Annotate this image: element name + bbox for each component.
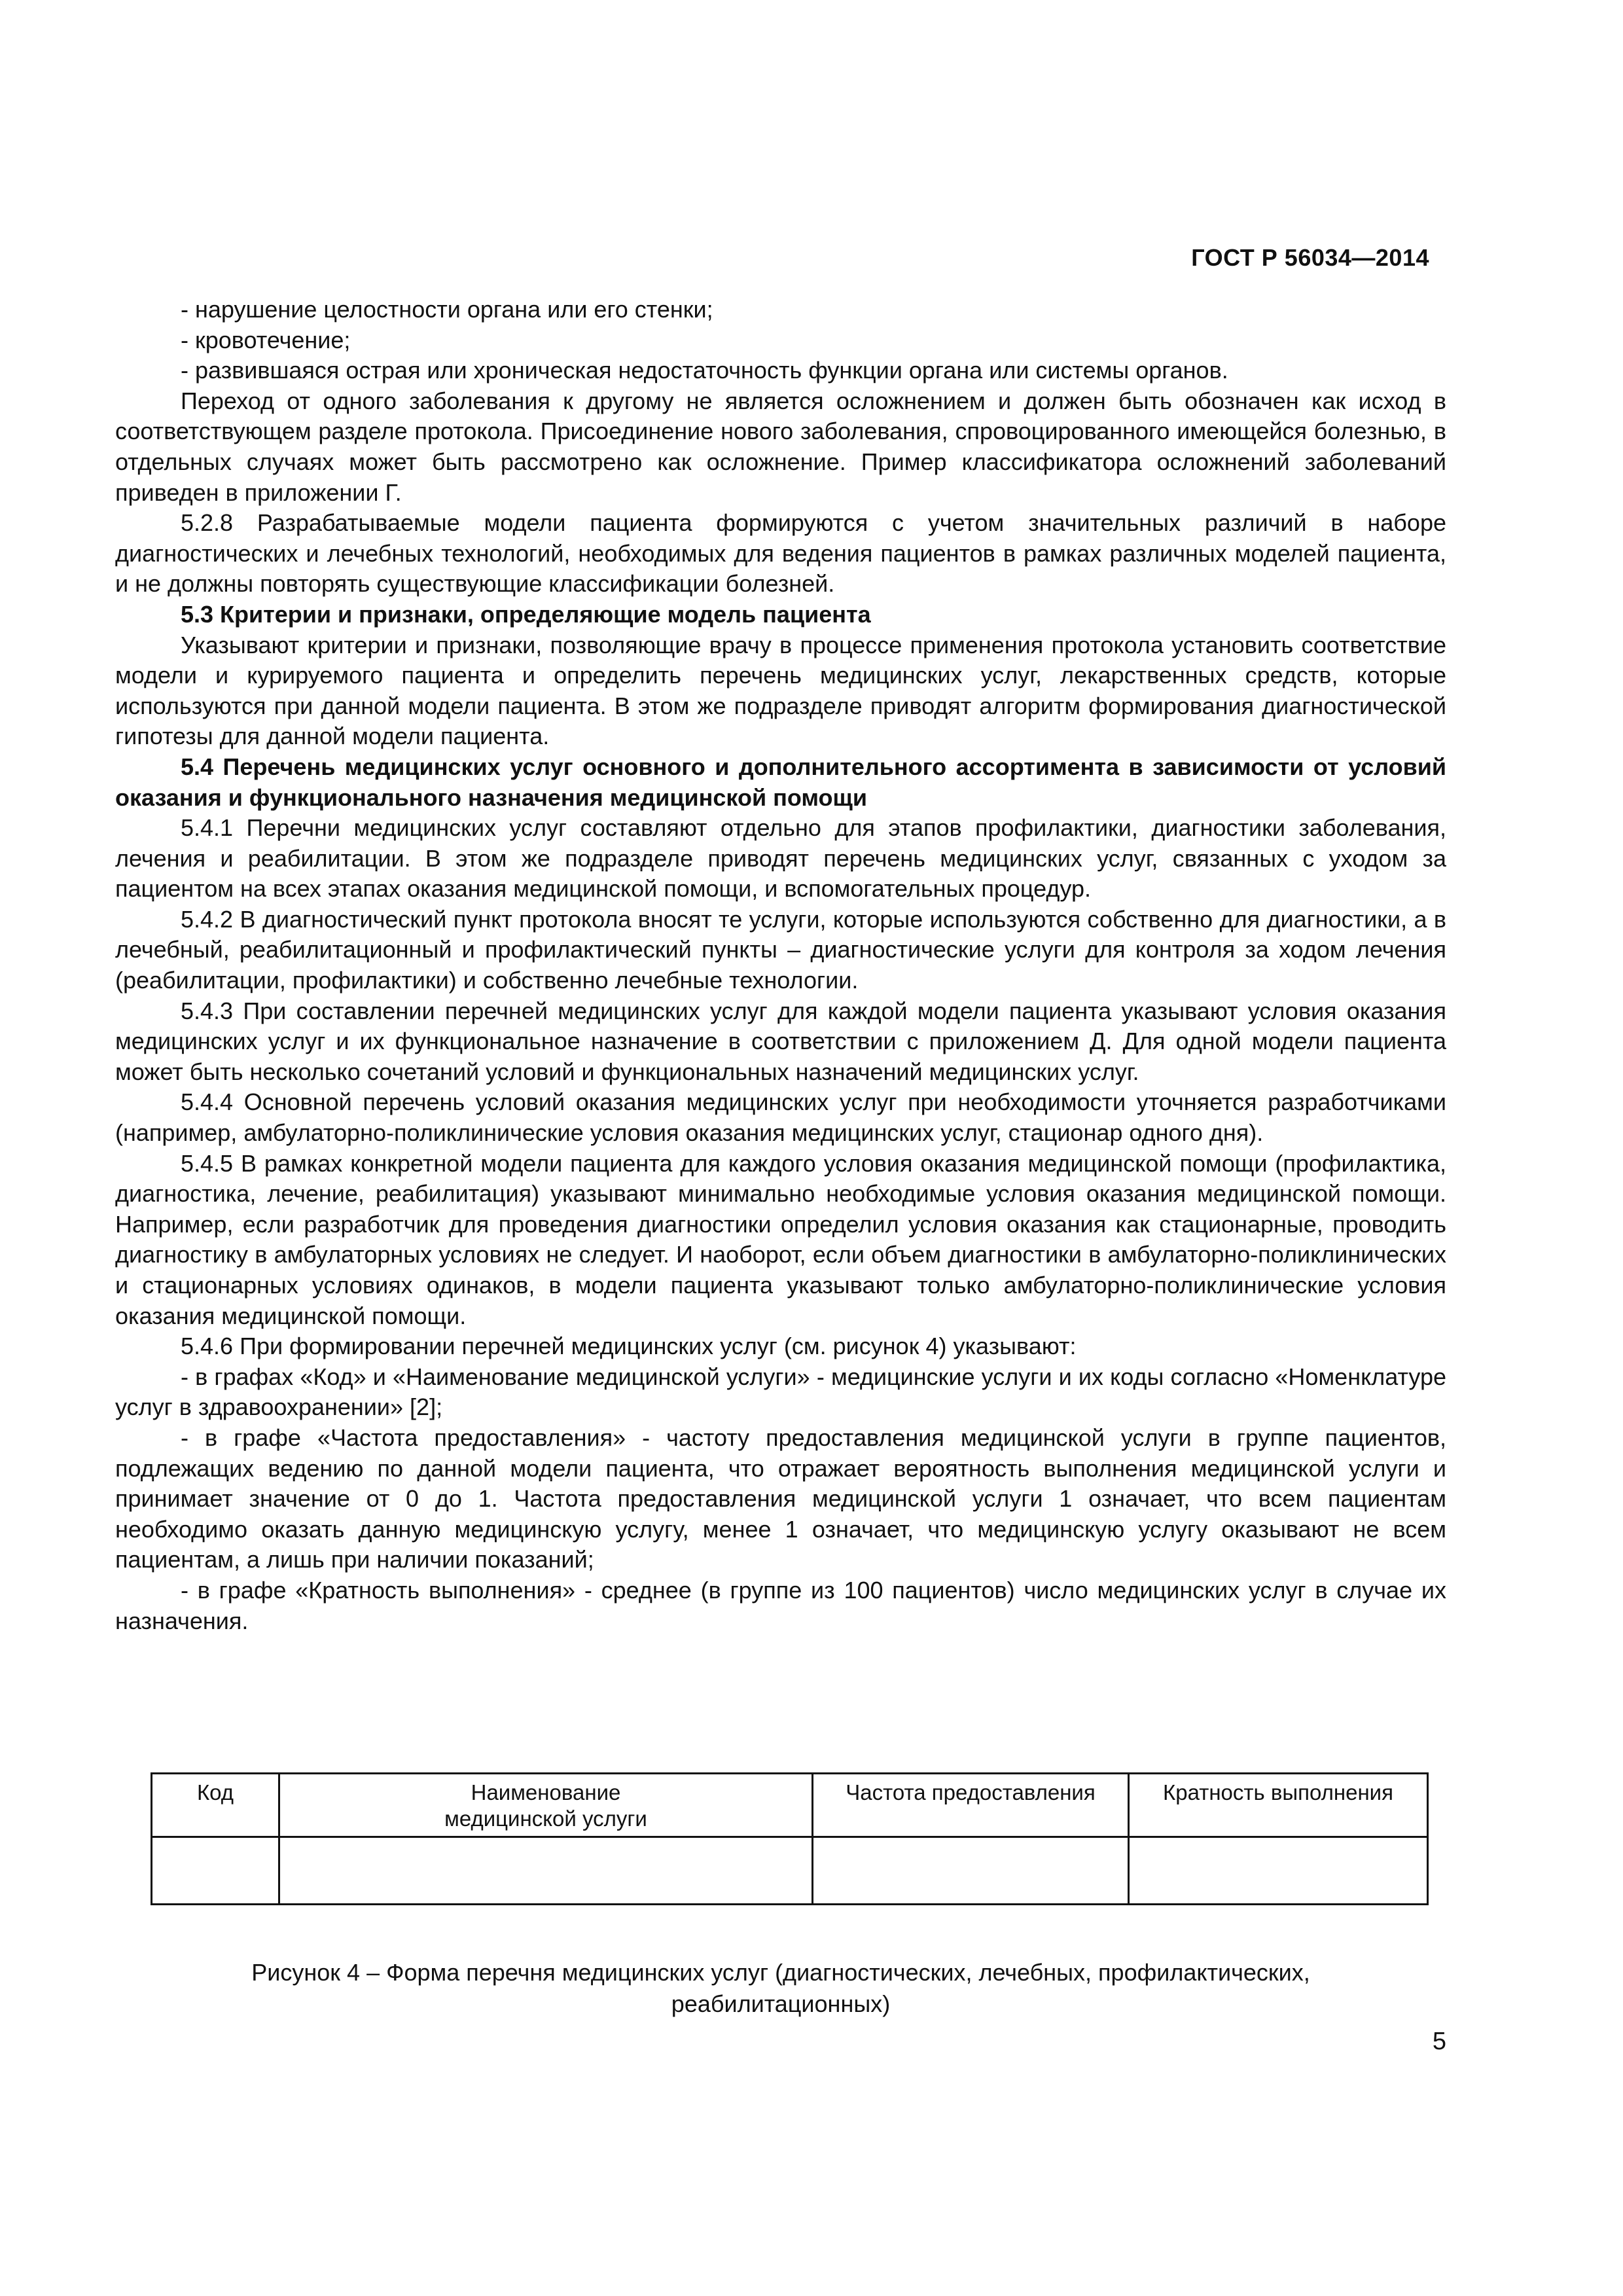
table-header-row xyxy=(152,1774,1428,1837)
figure-caption: Рисунок 4 – Форма перечня медицинских услуг (диагностических, лечебных, профилактических, реабилитационных) xyxy=(251,1959,1310,2017)
column-header-multiplicity: Кратность выполнения xyxy=(1129,1774,1428,1837)
table-cell xyxy=(152,1837,279,1905)
page-number: 5 xyxy=(1432,2028,1446,2055)
paragraph: 5.4.1 Перечни медицинских услуг составляют отдельно для этапов профилактики, диагностики заболевания, лечения и реабилитации. В этом же подразделе приводят перечень медицинских услуг, связанных с уходом за пациентом на всех этапах оказания медицинской помощи, и вспомогательных процедур. xyxy=(115,814,1446,903)
table-cell xyxy=(279,1837,813,1905)
paragraph: - в графе «Частота предоставления» - частоту предоставления медицинской услуги в группе пациентов, подлежащих ведению по данной модели пациента, что отражает вероятность выполнения медицинской услуги и принимает значение от 0 до 1. Частота предоставления медицинской услуги 1 означает, что всем пациентам необходимо оказать данную медицинскую услугу, менее 1 означает, что медицинскую услугу оказывают не всем пациентам, а лишь при наличии показаний; xyxy=(115,1424,1446,1573)
table-row xyxy=(152,1837,1428,1905)
paragraph: - в графе «Кратность выполнения» - среднее (в группе из 100 пациентов) число медицинских услуг в случае их назначения. xyxy=(115,1576,1446,1634)
table-cell xyxy=(1129,1837,1428,1905)
paragraph: 5.4.6 При формировании перечней медицинских услуг (см. рисунок 4) указывают: xyxy=(181,1333,1077,1360)
paragraph: 5.2.8 Разрабатываемые модели пациента формируются с учетом значительных различий в наборе диагностических и лечебных технологий, необходимых для ведения пациентов в рамках различных моделей пациента, и не должны повторять существующие классификации болезней. xyxy=(115,509,1446,598)
column-header-code: Код xyxy=(152,1774,279,1837)
services-list-form-table xyxy=(151,1772,1429,1905)
paragraph: - развившаяся острая или хроническая недостаточность функции органа или системы органов. xyxy=(181,357,1228,384)
body-text xyxy=(115,295,1446,1636)
paragraph: - кровотечение; xyxy=(181,326,351,353)
paragraph: 5.4.5 В рамках конкретной модели пациента для каждого условия оказания медицинской помощи (профилактика, диагностика, лечение, реабилитация) указывают минимально необходимые условия оказания медицинской помощи. Например, если разработчик для проведения диагностики определил условия оказания как стационарные, проводить диагностику в амбулаторных условиях не следует. И наоборот, если объем диагностики в амбулаторно-поликлинических и стационарных условиях одинаков, в модели пациента указывают только амбулаторно-поликлинические условия оказания медицинской помощи. xyxy=(115,1149,1446,1329)
paragraph: 5.4.4 Основной перечень условий оказания медицинских услуг при необходимости уточняется разработчиками (например, амбулаторно-поликлинические условия оказания медицинских услуг, стационар одного дня). xyxy=(115,1088,1446,1147)
paragraph: 5.4.3 При составлении перечней медицинских услуг для каждой модели пациента указывают условия оказания медицинских услуг и их функциональное назначение в соответствии с приложением Д. Для одной модели пациента может быть несколько сочетаний условий и функциональных назначений медицинских услуг. xyxy=(115,997,1446,1085)
table-cell xyxy=(813,1837,1129,1905)
column-header-frequency: Частота предоставления xyxy=(813,1774,1129,1837)
paragraph: Указывают критерии и признаки, позволяющие врачу в процессе применения протокола установить соответствие модели и курируемого пациента и определить перечень медицинских услуг, лекарственных средств, которые используются при данной модели пациента. В этом же подразделе приводят алгоритм формирования диагностической гипотезы для данной модели пациента. xyxy=(115,631,1446,750)
paragraph: - в графах «Код» и «Наименование медицинской услуги» - медицинские услуги и их коды согласно «Номенклатуре услуг в здравоохранении» [2]; xyxy=(115,1363,1446,1421)
paragraph: Переход от одного заболевания к другому не является осложнением и должен быть обозначен как исход в соответствующем разделе протокола. Присоединение нового заболевания, спровоцированного имеющейся болезнью, в отдельных случаях может быть рассмотрено как осложнение. Пример классификатора осложнений заболеваний приведен в приложении Г. xyxy=(115,387,1446,506)
column-header-service-name: Наименование медицинской услуги xyxy=(279,1774,813,1837)
section-heading-5-3: 5.3 Критерии и признаки, определяющие модель пациента xyxy=(181,600,871,628)
paragraph: - нарушение целостности органа или его стенки; xyxy=(181,296,713,323)
section-heading-5-4: 5.4 Перечень медицинских услуг основного и дополнительного ассортимента в зависимости от условий оказания и функционального назначения медицинской помощи xyxy=(115,753,1446,811)
document-code-header: ГОСТ Р 56034—2014 xyxy=(1191,244,1429,271)
paragraph: 5.4.2 В диагностический пункт протокола вносят те услуги, которые используются собственно для диагностики, а в лечебный, реабилитационный и профилактический пункты – диагностические услуги для контроля за ходом лечения (реабилитации, профилактики) и собственно лечебные технологии. xyxy=(115,905,1446,994)
